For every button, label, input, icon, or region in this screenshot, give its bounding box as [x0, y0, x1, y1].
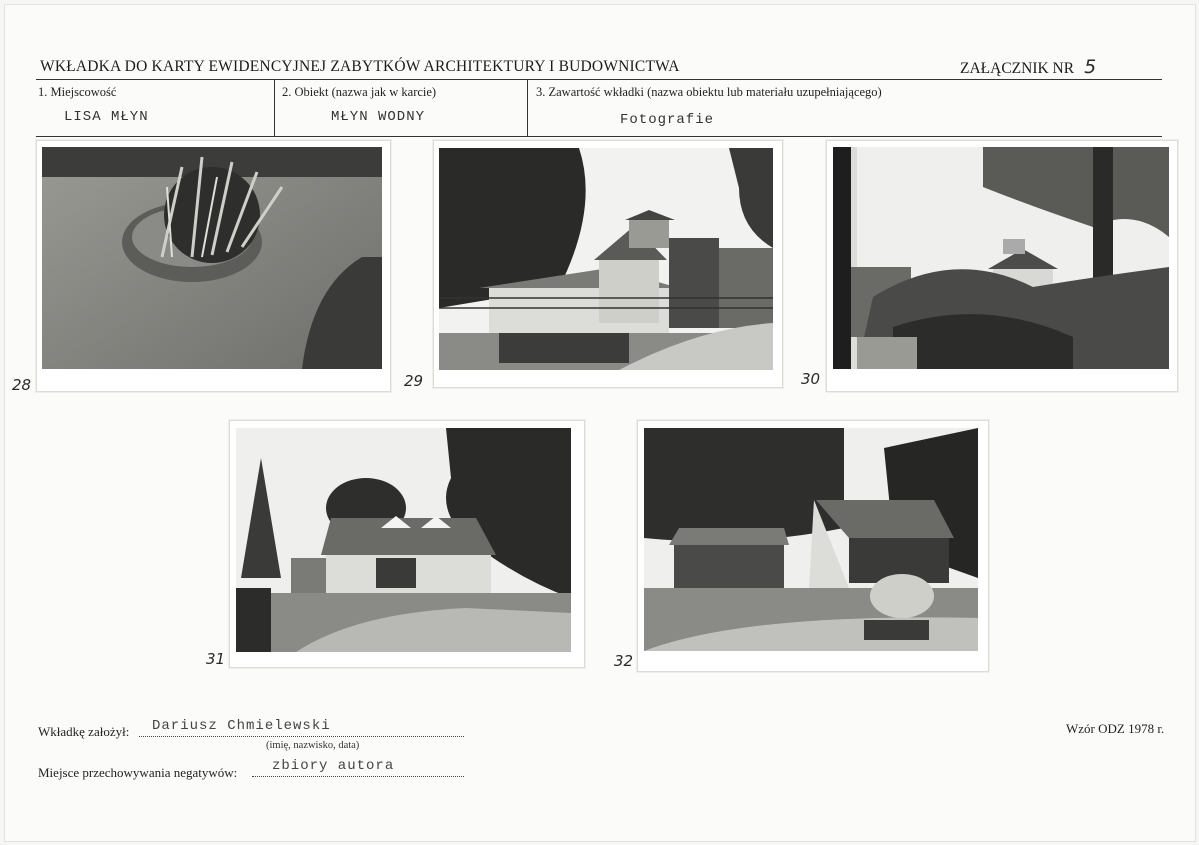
photo-30-image — [833, 147, 1169, 369]
photo-28-image — [42, 147, 382, 369]
photo-28-number: 28 — [12, 376, 32, 394]
fields-rule — [36, 136, 1162, 137]
locality-label: 1. Miejscowość — [38, 85, 117, 99]
photo-30-number: 30 — [801, 370, 821, 388]
author-value: Dariusz Chmielewski — [152, 718, 331, 734]
photo-32[interactable] — [637, 420, 989, 672]
photo-29[interactable] — [433, 140, 783, 388]
annex-number: 5 — [1084, 56, 1097, 78]
storage-line — [252, 776, 464, 777]
photo-32-image — [644, 428, 978, 651]
photo-31-number: 31 — [206, 650, 226, 668]
template-note: Wzór ODZ 1978 r. — [1066, 721, 1165, 736]
document-title: WKŁADKA DO KARTY EWIDENCYJNEJ ZABYTKÓW ARCHITEKTURY I BUDOWNICTWA — [40, 58, 680, 75]
object-value: MŁYN WODNY — [331, 109, 426, 125]
photo-28[interactable] — [36, 140, 391, 392]
contents-label: 3. Zawartość wkładki (nazwa obiektu lub materiału uzupełniającego) — [536, 85, 882, 99]
field-divider — [274, 80, 275, 137]
locality-value: LISA MŁYN — [64, 109, 149, 125]
field-divider — [527, 80, 528, 137]
object-label: 2. Obiekt (nazwa jak w karcie) — [282, 85, 437, 99]
annex-label — [960, 56, 1096, 78]
storage-label: Miejsce przechowywania negatywów: — [38, 765, 238, 780]
author-line — [139, 736, 464, 737]
photo-29-image — [439, 148, 773, 370]
photo-32-number: 32 — [614, 652, 634, 670]
storage-value: zbiory autora — [272, 758, 395, 774]
photo-30[interactable] — [826, 140, 1178, 392]
author-hint: (imię, nazwisko, data) — [266, 740, 360, 751]
author-label: Wkładkę założył: — [38, 724, 130, 739]
contents-value: Fotografie — [620, 112, 715, 128]
record-sheet — [4, 4, 1196, 842]
photo-31-image — [236, 428, 571, 652]
photo-29-number: 29 — [404, 372, 424, 390]
photo-31[interactable] — [229, 420, 585, 668]
annex-label-text: ZAŁĄCZNIK NR — [960, 60, 1075, 77]
header-rule — [36, 79, 1162, 80]
